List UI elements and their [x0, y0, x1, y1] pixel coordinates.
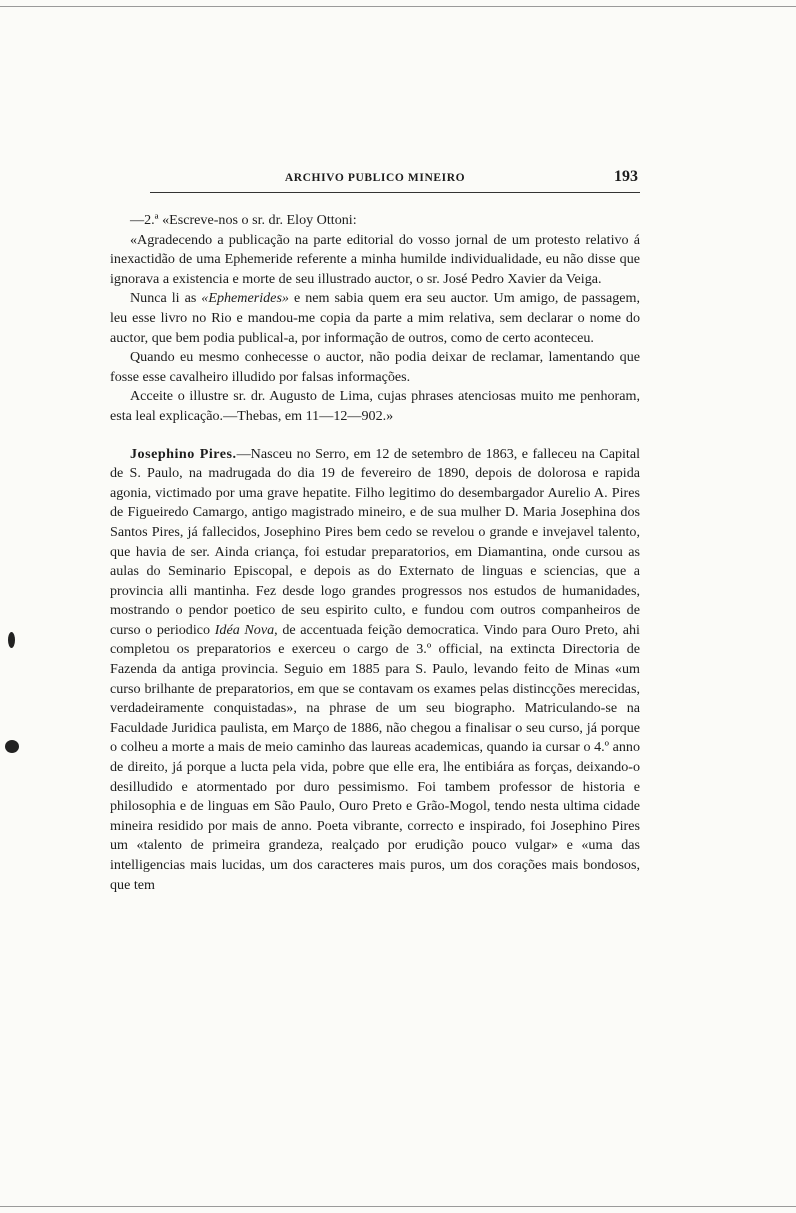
italic-periodical: Idéa Nova — [214, 621, 275, 638]
paragraph-letter-3: Quando eu mesmo conhecesse o auctor, não podia deixar de reclamar, lamentando que fosse esse cavalheiro illudido por falsas informações. — [110, 349, 640, 385]
paragraph-letter-1: «Agradecendo a publicação na parte editorial do vosso jornal de um protesto relativo á inexactidão de uma Ephemeride referente a minha humilde individualidade, eu não disse que ignorava a existencia e morte de seu illustrado auctor, o sr. José Pedro Xavier da Veiga. — [110, 231, 640, 287]
page-number: 193 — [614, 168, 638, 185]
margin-ink-blot — [5, 740, 19, 753]
paragraph-intro: —2.ª «Escreve-nos o sr. dr. Eloy Ottoni: — [130, 212, 357, 228]
scan-edge-bottom — [0, 1206, 796, 1207]
paragraph-entry — [110, 445, 640, 896]
italic-title: «Ephemerides» — [201, 290, 289, 307]
margin-ink-mark — [8, 632, 15, 648]
scan-edge-top — [0, 6, 796, 7]
text-span: , de accentuada feição democratica. Vindo para Ouro Preto, ahi completou os preparatorios e exerceu o cargo de 3.º official, na extincta Directoria de Fazenda da antiga provincia. Seguio em 1885 para S. Paulo, levando feito de Minas «um curso brilhante de preparatorios, em que se contavam os exames pelas distincções merecidas, verdadeiramente conquistadas», na phrase de um seu biographo. Matriculando-se na Faculdade Juridica paulista, em Março de 1886, não chegou a finalisar o seu curso, já porque o colheu a morte a mais de meio caminho das laureas academicas, quando ia cursar o 4.º anno de direito, já porque a lucta pela vida, pobre que elle era, lhe entibiára as forças, deixando-o desilludido e atormentado por duro pessimismo. Foi tambem professor de historia e philosophia e de linguas em São Paulo, Ouro Preto e Grão-Mogol, tendo nesta ultima cidade mineira residido por mais de anno. Poeta vibrante, correcto e inspirado, foi Josephino Pires um «talento de primeira grandeza, realçado por erudição pouco vulgar» e «uma das intelligencias mais lucidas, um dos caracteres mais puros, um dos corações mais bondosos, que tem — [110, 621, 640, 893]
paragraph-letter-2 — [110, 289, 640, 348]
text-span: e nem sabia quem era seu auctor. Um amigo, de passagem, leu esse livro no Rio e mandou-me copia da parte a mim relativa, sem declarar o nome do auctor, que bem podia publical-a, por informação de outros, como de certo aconteceu. — [110, 290, 640, 346]
running-title: ARCHIVO PUBLICO MINEIRO — [284, 172, 466, 184]
paragraph-letter-4: Acceite o illustre sr. dr. Augusto de Lima, cujas phrases atenciosas muito me penhoram, esta leal explicação.—Thebas, em 11—12—902.» — [110, 388, 640, 424]
running-head — [110, 168, 640, 190]
text-span: Nunca li as — [130, 290, 202, 307]
text-span: —Nasceu no Serro, em 12 de setembro de 1863, e falleceu na Capital de S. Paulo, na madrugada do dia 19 de fevereiro de 1890, depois de dolorosa e rapida agonia, victimado por uma grave hepatite. Filho legitimo do desembargador Aurelio A. Pires de Figueiredo Camargo, antigo magistrado mineiro, e de sua mulher D. Maria Josephina dos Santos Pires, já fallecidos, Josephino Pires bem cedo se revelou o grande e invejavel talento, que havia de ser. Ainda criança, foi estudar preparatorios, em Diamantina, onde cursou as aulas do Seminario Episcopal, e depois as do Externato de linguas e sciencias, que a provincia alli mantinha. Fez desde logo grandes progressos nos estudos de humanidades, mostrando o pendor poetico de seu espirito culto, e fundou com outros companheiros de curso o periodico — [110, 445, 640, 638]
page-text — [110, 211, 640, 895]
header-rule — [150, 192, 640, 193]
entry-headword: Josephino Pires. — [130, 445, 237, 462]
book-page — [110, 168, 640, 895]
